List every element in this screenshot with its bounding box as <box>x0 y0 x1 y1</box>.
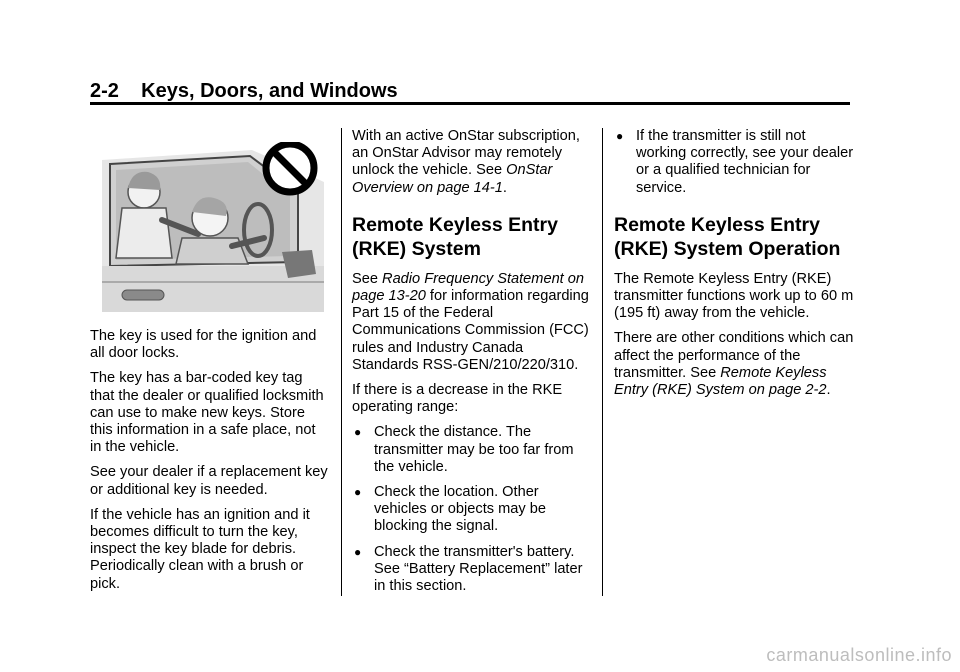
watermark: carmanualsonline.info <box>766 645 952 665</box>
paragraph <box>352 128 592 197</box>
list-item-text: Check the transmitter's battery. See “Battery Replacement” later in this section. <box>374 543 583 595</box>
paragraph: The key is used for the ignition and all door locks. <box>90 328 317 362</box>
page-number: 2-2 <box>90 80 119 102</box>
paragraph: The Remote Keyless Entry (RKE) transmitter functions work up to 60 m (195 ft) away from the vehicle. <box>614 270 854 322</box>
paragraph: The key has a bar-coded key tag that the dealer or qualified locksmith can use to make new keys. Store this information in a safe place, not in the vehicle. <box>90 370 324 456</box>
paragraph-text: With an active OnStar subscription, an OnStar Advisor may remotely unlock the vehicle. See <box>352 128 580 179</box>
paragraph: If there is a decrease in the RKE operating range: <box>352 382 563 416</box>
paragraph <box>614 330 854 399</box>
paragraph-text: . <box>826 382 831 399</box>
section-heading: Remote Keyless Entry (RKE) System Operation <box>614 213 841 260</box>
children-in-car-warning-illustration <box>102 142 324 312</box>
paragraph: See your dealer if a replacement key or additional key is needed. <box>90 464 328 498</box>
paragraph-text: See <box>352 270 383 287</box>
list-item-text: If the transmitter is still not working correctly, see your dealer or a qualified technician for service. <box>636 128 854 196</box>
bullet-icon: ● <box>354 425 362 440</box>
column-2 <box>352 128 592 603</box>
column-1 <box>90 128 330 601</box>
list-item-text: Check the distance. The transmitter may be too far from the vehicle. <box>374 424 574 475</box>
column-divider <box>341 128 342 596</box>
section-title: Keys, Doors, and Windows <box>141 80 398 102</box>
paragraph-text: There are other conditions which can affect the performance of the transmitter. See <box>614 330 854 381</box>
bullet-icon: ● <box>354 485 362 500</box>
cross-reference-link[interactable]: OnStar Overview on page 14-1 <box>352 162 553 196</box>
list-item <box>614 128 854 197</box>
paragraph: If the vehicle has an ignition and it becomes difficult to turn the key, inspect the key blade for debris. Periodically clean with a brush or pick. <box>90 506 310 592</box>
cross-reference-link[interactable]: Radio Frequency Statement on page 13-20 <box>352 270 585 305</box>
bullet-icon: ● <box>616 129 624 143</box>
header-rule <box>90 102 850 105</box>
list-item <box>352 424 592 476</box>
paragraph-text: . <box>502 179 507 196</box>
page-header <box>90 80 398 103</box>
list-item <box>352 544 592 596</box>
section-heading: Remote Keyless Entry (RKE) System <box>352 213 558 260</box>
column-divider <box>602 128 603 596</box>
paragraph-text: for information regarding Part 15 of the Federal Communications Commission (FCC) rules and Industry Canada Standards RSS-GEN/210/220/310. <box>352 288 589 373</box>
cross-reference-link[interactable]: Remote Keyless Entry (RKE) System on page 2-2 <box>614 364 827 399</box>
list-item-text: Check the location. Other vehicles or objects may be blocking the signal. <box>374 484 546 535</box>
bullet-icon: ● <box>354 544 362 559</box>
column-3 <box>614 128 854 407</box>
paragraph <box>352 271 592 374</box>
list-item <box>352 484 592 536</box>
